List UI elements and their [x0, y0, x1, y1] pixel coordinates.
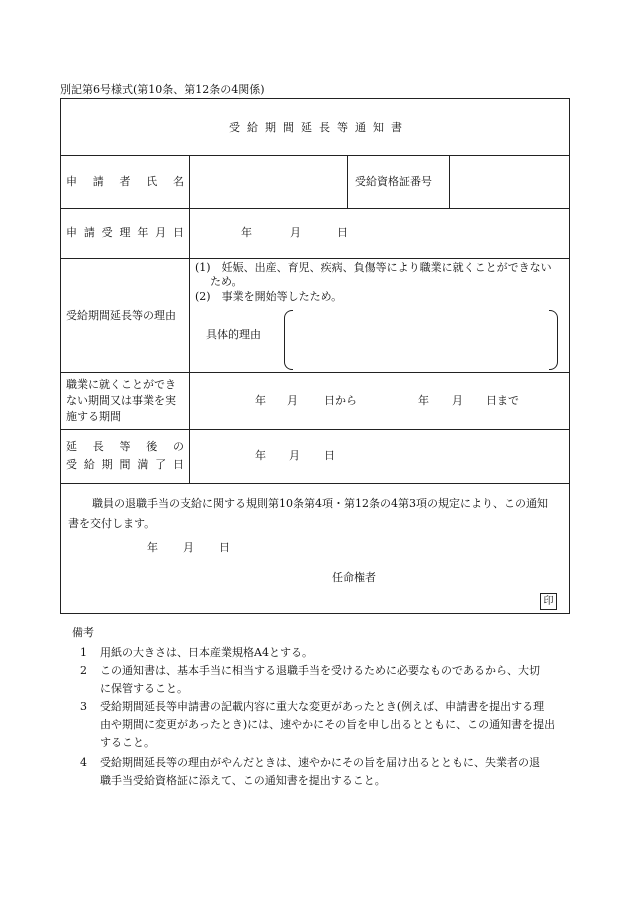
document-title: 受給期間延長等通知書 [229, 121, 409, 134]
notes-title: 備考 [72, 626, 94, 639]
received-date-day: 日 [337, 226, 348, 239]
expiry-label-line2: 受 給 期 間 満 了 日 [66, 458, 184, 471]
period-to-month: 月 [452, 394, 463, 407]
reason-option-1: (1) 妊娠、出産、育児、疾病、負傷等により職業に就くことができない [195, 261, 552, 274]
received-date-month: 月 [290, 226, 301, 239]
received-date-label: 申 請 受 理 年 月 日 [66, 226, 184, 239]
period-label-line1: 職業に就くことができ [66, 378, 176, 391]
note-item: 1 用紙の大きさは、日本産業規格A4とする。 [80, 646, 313, 659]
period-label-line2: ない期間又は事業を実 [66, 394, 176, 407]
notice-date-day: 日 [219, 541, 230, 554]
notice-body-line2: 書を交付します。 [68, 517, 156, 530]
expiry-label-line1: 延 長 等 後 の [66, 440, 184, 453]
column-divider [347, 155, 348, 208]
specific-reason-bracket-right [549, 310, 558, 370]
form-number: 別記第6号様式(第10条、第12条の4関係) [60, 83, 265, 96]
expiry-day: 日 [324, 449, 335, 462]
note-item: 4 受給期間延長等の理由がやんだときは、速やかにその旨を届け出るとともに、失業者の退 職手当受給資格証に添えて、この通知書を提出すること。 [80, 756, 540, 787]
column-divider [189, 155, 190, 483]
row-divider [61, 155, 569, 156]
expiry-year: 年 [255, 449, 266, 462]
row-divider [61, 258, 569, 259]
row-divider [61, 372, 569, 373]
column-divider [449, 155, 450, 208]
reason-label: 受給期間延長等の理由 [66, 309, 176, 322]
period-to-year: 年 [418, 394, 429, 407]
specific-reason-label: 具体的理由 [206, 328, 261, 341]
note-item: 2 この通知書は、基本手当に相当する退職手当を受けるために必要なものであるから、大切 に保管すること。 [80, 664, 540, 695]
notice-date-month: 月 [183, 541, 194, 554]
applicant-name-label: 申 請 者 氏 名 [66, 175, 184, 188]
period-from-month: 月 [287, 394, 298, 407]
expiry-month: 月 [289, 449, 300, 462]
notice-body-line1: 職員の退職手当の支給に関する規則第10条第4項・第12条の4第3項の規定により、この通知 [92, 497, 548, 510]
period-from-day: 日から [324, 394, 357, 407]
note-item: 3 受給期間延長等申請書の記載内容に重大な変更があったとき(例えば、申請書を提出する理 由や期間に変更があったとき)には、速やかにその旨を申し出るとともに、この通知書を提出 すること。 [80, 700, 556, 749]
row-divider [61, 429, 569, 430]
cert-number-label: 受給資格証番号 [355, 175, 432, 188]
notice-date-year: 年 [147, 541, 158, 554]
specific-reason-bracket-left [284, 310, 293, 370]
reason-option-1-cont: ため。 [210, 275, 243, 288]
period-from-year: 年 [255, 394, 266, 407]
period-label-line3: 施する期間 [66, 410, 121, 423]
reason-option-2: (2) 事業を開始等したため。 [195, 290, 343, 303]
period-to-day: 日まで [486, 394, 519, 407]
received-date-year: 年 [241, 226, 252, 239]
row-divider [61, 208, 569, 209]
row-divider [61, 483, 569, 484]
seal-mark: 印 [540, 593, 557, 610]
authority-label: 任命権者 [332, 571, 376, 584]
